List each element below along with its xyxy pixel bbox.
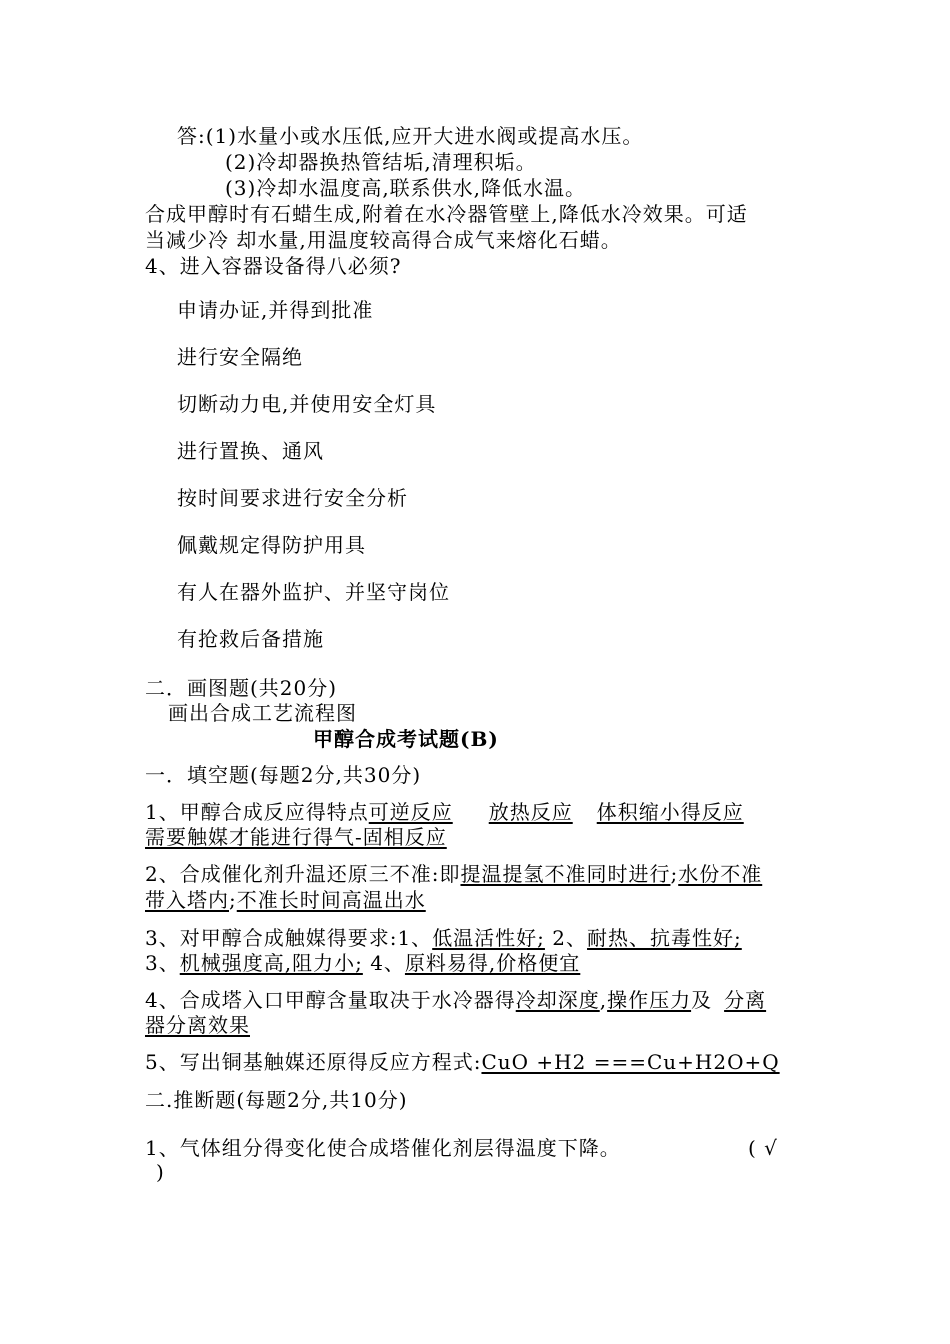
fill-q3-answer-4: 原料易得,价格便宜 [404,951,581,975]
fill-q3-answer-2: 耐热、抗毒性好; [587,926,742,950]
fill-q2-line-2 [145,888,426,912]
judge-q1-answer-open: ( √ [748,1136,778,1160]
list-item: 进行置换、通风 [177,439,324,463]
answer-line-2: (2)冷却器换热管结垢,清理积垢。 [225,150,537,174]
fill-section-title: 一．填空题(每题2分,共30分) [145,763,422,787]
paragraph-line-2: 当减少冷 却水量,用温度较高得合成气来熔化石蜡。 [145,228,622,252]
fill-q3-line-1 [145,926,742,950]
fill-q4-comma: , [599,988,608,1012]
list-item: 切断动力电,并使用安全灯具 [177,392,437,416]
fill-q1-prefix: 1、甲醇合成反应得特点 [145,800,369,824]
fill-q1-answer-2: 放热反应 [488,800,573,824]
fill-q1-answer-1: 可逆反应 [368,800,453,824]
fill-q4-prefix: 4、合成塔入口甲醇含量取决于水冷器得 [145,988,516,1012]
fill-q4-answer-2: 操作压力 [607,988,692,1012]
fill-q4-answer-1: 冷却深度 [515,988,600,1012]
list-item: 佩戴规定得防护用具 [177,533,366,557]
fill-q4-line-1 [145,988,766,1012]
fill-q5-answer: CuO +H2 ===Cu+H2O+Q [481,1050,780,1074]
fill-q2-sep: ; [670,862,679,886]
fill-q1-answer-4: 需要触媒才能进行得气-固相反应 [145,825,447,849]
paragraph-line-1: 合成甲醇时有石蜡生成,附着在水冷器管壁上,降低水冷效果。可适 [145,202,748,226]
answer-line-1: 答:(1)水量小或水压低,应开大进水阀或提高水压。 [177,124,644,148]
fill-q3-answer-3: 机械强度高,阻力小; [179,951,363,975]
fill-q4-answer-3b: 器分离效果 [145,1013,250,1037]
judge-q1-answer-close: ) [156,1160,165,1184]
exam-title: 甲醇合成考试题(B) [313,727,499,751]
section-2-text: 画出合成工艺流程图 [168,701,357,725]
list-item: 有抢救后备措施 [177,627,324,651]
fill-q2-sep-2: ; [229,888,237,912]
fill-q4-and: 及 [691,988,713,1012]
judge-section-title: 二.推断题(每题2分,共10分) [145,1088,408,1112]
list-item: 按时间要求进行安全分析 [177,486,408,510]
fill-q3-prefix: 3、对甲醇合成触媒得要求:1、 [145,926,433,950]
fill-q2-answer-2b: 带入塔内 [145,888,229,912]
fill-q5-prefix: 5、写出铜基触媒还原得反应方程式: [145,1050,482,1074]
fill-q3-num-4: 4、 [362,951,405,975]
fill-q3-answer-1: 低温活性好; [432,926,545,950]
fill-q1-line-2 [145,825,447,849]
fill-q2-prefix: 2、合成催化剂升温还原三不准:即 [145,862,461,886]
fill-q2-answer-3: 不准长时间高温出水 [236,888,426,912]
fill-q2-answer-1: 提温提氢不准同时进行 [460,862,671,886]
list-item: 申请办证,并得到批准 [177,298,374,322]
fill-q3-num-2: 2、 [544,926,588,950]
section-2-title: 二．画图题(共20分) [145,676,338,700]
question-4-title: 4、进入容器设备得八必须? [145,254,402,278]
answer-line-3: (3)冷却水温度高,联系供水,降低水温。 [225,176,587,200]
fill-q4-answer-3a: 分离 [724,988,767,1012]
fill-q2-answer-2a: 水份不准 [678,862,763,886]
fill-q4-line-2 [145,1013,250,1037]
fill-q3-line-2 [145,951,580,975]
list-item: 进行安全隔绝 [177,345,303,369]
fill-q5-line [145,1050,780,1074]
fill-q1-line-1 [145,800,744,824]
fill-q2-line-1 [145,862,762,886]
fill-q1-answer-3: 体积缩小得反应 [596,800,744,824]
list-item: 有人在器外监护、并坚守岗位 [177,580,450,604]
judge-q1-text: 1、气体组分得变化使合成塔催化剂层得温度下降。 [145,1136,621,1160]
fill-q3-num-3: 3、 [145,951,180,975]
